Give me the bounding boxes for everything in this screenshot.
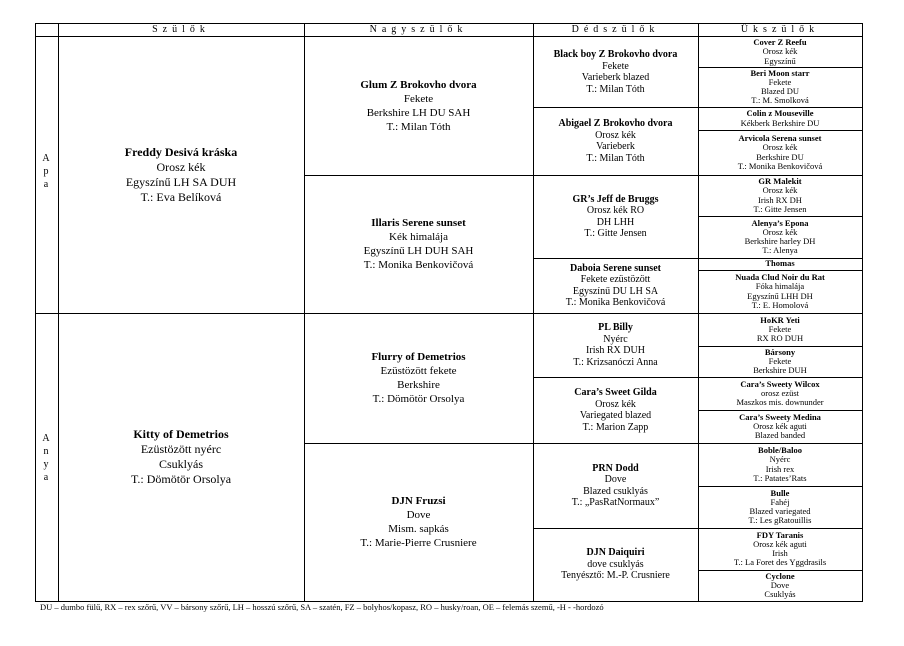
great-great-grandparent-cell: [698, 216, 862, 258]
ggg-line: T.: La Foret des Yggdrasils: [733, 557, 827, 568]
ggg-name: Colin z Mouseville: [746, 108, 814, 119]
great-grandparent-line: T.: Milan Tóth: [586, 83, 645, 95]
great-great-grandparent-cell: [698, 67, 862, 107]
ggg-line: Berkshire harley DH: [744, 236, 816, 246]
great-grandparent-name: Daboia Serene sunset: [570, 262, 661, 274]
great-grandparent-name: PL Billy: [598, 322, 633, 333]
great-grandparent-cell: [533, 175, 698, 258]
parent-markings: Egyszínű LH SA DUH: [125, 175, 237, 189]
ggg-name: Alenya’s Epona: [751, 217, 809, 228]
ggg-name: FDY Taranis: [756, 529, 804, 540]
ggg-name: Bulle: [770, 487, 790, 498]
grid-line: [35, 23, 863, 24]
ggg-name: Cover Z Reefu: [753, 37, 807, 48]
side-label-letter: A: [42, 433, 50, 444]
ggg-line: T.: E. Homolová: [751, 299, 809, 310]
grandparent-line: Dove: [406, 509, 431, 521]
ggg-line: Orosz kék: [762, 185, 798, 196]
parent-color: Ezüstözött nyérc: [140, 442, 222, 456]
great-great-grandparent-cell: [698, 486, 862, 528]
grandparent-line: Kék himalája: [389, 231, 448, 243]
ggg-line: Berkshire DUH: [753, 365, 807, 376]
great-grandparent-line: Orosz kék RO: [586, 205, 645, 216]
ggg-line: Irish rex: [765, 463, 795, 474]
great-grandparent-cell: [533, 37, 698, 107]
side-label-letter: a: [43, 472, 49, 483]
ggg-line: Blazed banded: [754, 430, 806, 441]
ggg-line: Blazed DU: [760, 86, 799, 96]
grandparent-line: T.: Dömötör Orsolya: [372, 393, 465, 405]
great-grandparent-line: Fekete: [602, 60, 629, 72]
great-great-grandparent-cell: [698, 175, 862, 216]
grandparent-name: Glum Z Brokovho dvora: [360, 79, 477, 91]
ggg-name: Boble/Baloo: [758, 445, 802, 456]
great-grandparent-cell: [533, 258, 698, 313]
great-grandparent-line: T.: Monika Benkovičová: [565, 297, 666, 308]
great-grandparent-line: dove csuklyás: [587, 558, 644, 570]
grandparent-cell: [304, 313, 533, 443]
great-grandparent-line: Tenyésztő: M.-P. Crusniere: [561, 570, 670, 582]
grandparent-cell: [304, 37, 533, 175]
ggg-line: Egyszínű LHH DH: [747, 290, 813, 301]
great-grandparent-line: T.: Milan Tóth: [586, 152, 645, 164]
header-dedszulok: Dédszülők: [571, 24, 660, 35]
side-label-anya-text: [36, 432, 56, 484]
ggg-line: Maszkos mis. downunder: [736, 397, 824, 408]
ggg-line: T.: Les gRatouillis: [748, 515, 812, 526]
great-great-grandparent-cell: [698, 377, 862, 410]
great-grandparent-line: Egyszínű DU LH SA: [572, 285, 659, 297]
ggg-name: HoKR Yeti: [760, 314, 800, 325]
ggg-line: Fahéj: [770, 496, 790, 507]
parent-breeder: T.: Eva Belíková: [140, 190, 222, 204]
ggg-name: Thomas: [765, 258, 795, 269]
grandparent-line: Berkshire: [397, 379, 440, 391]
great-grandparent-name: GR’s Jeff de Bruggs: [572, 193, 659, 205]
great-grandparent-name: PRN Dodd: [592, 462, 639, 474]
grid-line: [862, 23, 863, 602]
great-great-grandparent-cell: [698, 258, 862, 270]
great-grandparent-line: Orosz kék: [595, 129, 636, 141]
grandparent-line: Fekete: [403, 93, 434, 105]
grandparent-cell: [304, 175, 533, 313]
grandparent-line: Mism. sapkás: [388, 523, 449, 535]
ggg-line: Irish RX DH: [758, 194, 802, 205]
great-grandparent-line: Irish RX DUH: [586, 345, 645, 356]
grandparent-line: T.: Marie-Pierre Crusniere: [360, 537, 477, 549]
great-grandparent-line: Variegated blazed: [579, 410, 652, 421]
great-grandparent-cell: [533, 443, 698, 528]
parent-color: Orosz kék: [156, 160, 206, 174]
great-grandparent-line: Orosz kék: [595, 398, 636, 410]
side-label-letter: n: [43, 446, 49, 457]
ggg-name: Bársony: [764, 346, 796, 357]
ggg-line: Orosz kék: [762, 226, 798, 237]
ggg-line: Csuklyás: [764, 589, 796, 600]
ggg-name: Cyclone: [765, 570, 795, 581]
abbreviation-legend: DU – dumbo fülű, RX – rex szőrű, VV – bársony szőrű, LH – hosszú szőrű, SA – szatén, FZ – bolyhos/kopasz, RO – husky/roan, OE – felemás szemű, -H - -hordozó: [40, 602, 604, 612]
header-szulok: Szülők: [152, 24, 210, 35]
ggg-name: Arvicola Serena sunset: [738, 133, 822, 144]
great-grandparent-line: T.: Krizsanóczi Anna: [573, 356, 658, 368]
ggg-line: Fóka himalája: [755, 281, 805, 292]
ggg-line: Orosz kék: [762, 142, 798, 153]
grandparent-line: Ezüstözött fekete: [380, 365, 457, 377]
side-label-anya: [36, 432, 56, 484]
ggg-line: Dove: [770, 579, 790, 590]
ggg-name: GR Malekit: [758, 176, 802, 187]
side-label-letter: A: [42, 153, 50, 164]
grandparent-line: T.: Milan Tóth: [386, 121, 451, 133]
side-label-letter: y: [43, 459, 49, 470]
ggg-line: T.: M. Smolková: [751, 95, 809, 106]
great-great-grandparent-cell: [698, 270, 862, 313]
grandparent-line: Egyszínű LH DUH SAH: [363, 245, 474, 257]
great-great-grandparent-cell: [698, 570, 862, 601]
great-grandparent-line: Fekete ezüstözött: [580, 274, 651, 285]
ggg-line: T.: Alenya: [762, 245, 798, 256]
side-label-apa-text: [36, 152, 56, 191]
parent-cell-apa: [58, 37, 304, 313]
great-grandparent-line: Varieberk: [596, 141, 635, 152]
ggg-line: Fekete: [768, 76, 792, 87]
great-great-grandparent-cell: [698, 410, 862, 443]
grandparent-cell: [304, 443, 533, 601]
ggg-line: Fekete: [768, 323, 792, 334]
ggg-name: Cara’s Sweety Wilcox: [740, 378, 820, 389]
great-grandparent-line: T.: Marion Zapp: [582, 421, 649, 433]
ggg-name: Beri Moon starr: [750, 67, 810, 78]
great-great-grandparent-cell: [698, 443, 862, 486]
great-grandparent-line: Dove: [604, 474, 627, 485]
ggg-line: Orosz kék aguti: [753, 538, 807, 549]
side-label-letter: p: [43, 166, 49, 177]
great-grandparent-name: Cara’s Sweet Gilda: [574, 387, 657, 398]
grid-line: [35, 23, 36, 602]
parent-cell-anya: [58, 313, 304, 601]
great-great-grandparent-cell: [698, 130, 862, 175]
great-grandparent-name: DJN Daiquiri: [586, 547, 645, 559]
great-grandparent-line: T.: „PasRatNormaux”: [571, 497, 660, 508]
ggg-line: Orosz kék aguti: [753, 420, 807, 431]
great-grandparent-line: Blazed csuklyás: [583, 485, 648, 497]
header-nagyszulok: Nagyszülők: [369, 24, 468, 35]
great-grandparent-line: Nyérc: [603, 333, 628, 345]
parent-name: Kitty of Demetrios: [133, 427, 229, 441]
great-grandparent-line: Varieberk blazed: [581, 72, 650, 83]
grandparent-name: Illaris Serene sunset: [371, 217, 466, 229]
great-great-grandparent-cell: [698, 37, 862, 67]
great-great-grandparent-cell: [698, 313, 862, 346]
grandparent-line: T.: Monika Benkovičová: [363, 259, 474, 271]
great-great-grandparent-cell: [698, 528, 862, 570]
parent-breeder: T.: Dömötör Orsolya: [130, 472, 232, 486]
great-grandparent-name: Black boy Z Brokovho dvora: [553, 49, 678, 60]
great-great-grandparent-cell: [698, 346, 862, 377]
ggg-line: Orosz kék: [762, 46, 798, 57]
grandparent-line: Berkshire LH DU SAH: [366, 107, 471, 119]
ggg-line: Kékberk Berkshire DU: [740, 117, 820, 128]
ggg-line: Egyszínű: [764, 55, 796, 66]
ggg-line: Berkshire DU: [756, 151, 804, 162]
parent-markings: Csuklyás: [158, 457, 203, 471]
side-label-letter: a: [43, 179, 49, 190]
ggg-line: T.: Gitte Jensen: [753, 203, 807, 214]
great-great-grandparent-cell: [698, 107, 862, 130]
ggg-line: RX RO DUH: [756, 333, 804, 344]
great-grandparent-cell: [533, 528, 698, 601]
ggg-line: T.: Monika Benkovičová: [737, 160, 823, 171]
ggg-line: Fekete: [768, 355, 792, 366]
great-grandparent-cell: [533, 377, 698, 443]
ggg-line: Irish: [772, 548, 788, 558]
great-grandparent-cell: [533, 313, 698, 377]
ggg-line: Blazed variegated: [749, 506, 811, 516]
great-grandparent-name: Abigael Z Brokovho dvora: [558, 118, 673, 129]
great-grandparent-line: T.: Gitte Jensen: [584, 228, 647, 239]
ggg-line: T.: Patates’Rats: [753, 472, 807, 483]
ggg-name: Cara’s Sweety Medina: [739, 411, 821, 422]
great-grandparent-line: DH LHH: [596, 216, 635, 228]
ggg-line: orosz ezüst: [760, 387, 799, 398]
ggg-name: Nuada Clud Noir du Rat: [735, 272, 825, 283]
side-label-apa: [36, 152, 56, 191]
parent-name: Freddy Desivá kráska: [124, 145, 238, 159]
great-grandparent-cell: [533, 107, 698, 175]
grandparent-name: DJN Fruzsi: [391, 495, 446, 507]
ggg-line: Nyérc: [769, 454, 791, 465]
grandparent-name: Flurry of Demetrios: [371, 351, 466, 363]
header-ukszulok: Ükszülők: [740, 24, 820, 35]
